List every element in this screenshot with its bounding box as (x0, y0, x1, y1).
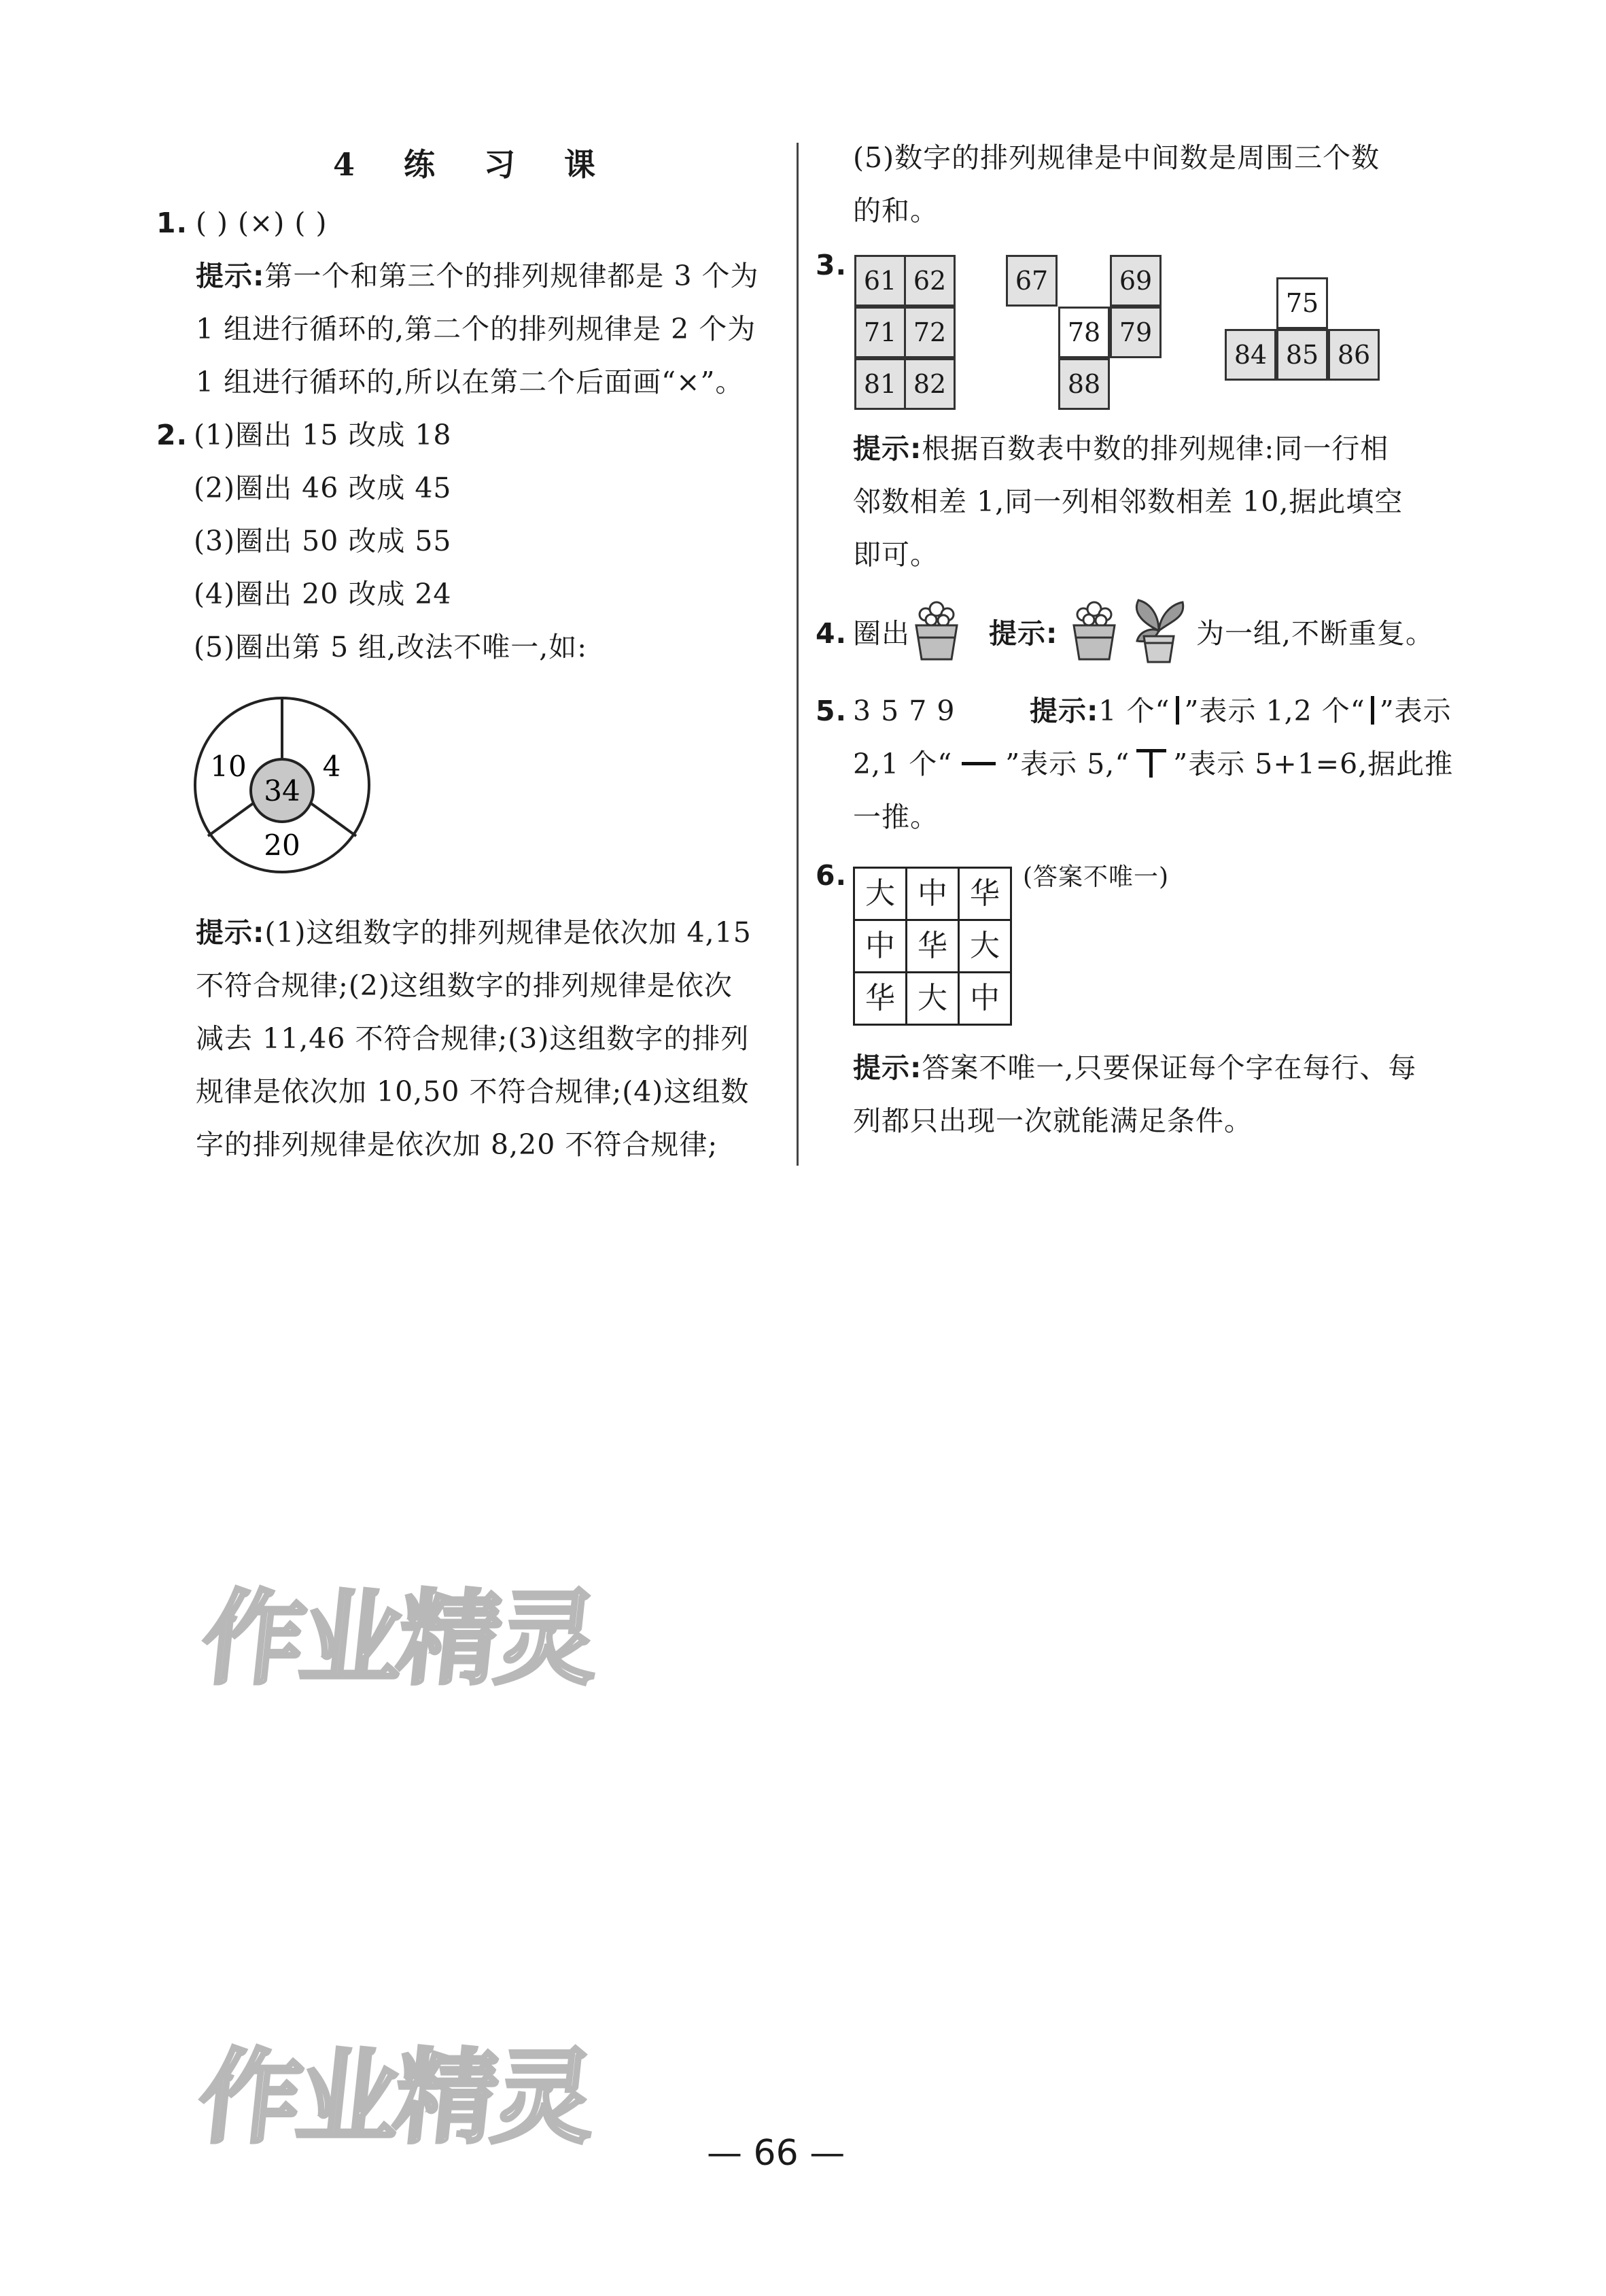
grid3-cell: 75 (1276, 277, 1328, 329)
circle-bottom-value: 20 (264, 829, 300, 862)
t-shape-symbol (1136, 749, 1166, 778)
page-number: — 66 — (707, 2133, 845, 2174)
q1-hint-line-3: 1 组进行循环的,所以在第二个后面画“×”。 (196, 366, 744, 398)
grid1-cell: 71 (854, 307, 906, 358)
q2-hint-line-4: 规律是依次加 10,50 不符合规律;(4)这组数 (196, 1075, 750, 1108)
q6-note: (答案不唯一) (1023, 863, 1170, 891)
section-title: 4 练 习 课 (333, 146, 615, 183)
vertical-bar-symbol (1176, 696, 1179, 725)
q5-hint-label: 提示: (1030, 695, 1099, 727)
q2-number: 2. (156, 419, 188, 451)
q6-grid-cell: 大 (958, 919, 1012, 973)
q1-hint-line-1: 提示:第一个和第三个的排列规律都是 3 个为 (196, 260, 759, 292)
q6-grid-cell: 大 (853, 867, 907, 921)
grid1-cell: 81 (854, 358, 906, 410)
q4-prefix: 圈出 (853, 617, 910, 650)
watermark-logo: 作业精灵 (193, 2039, 597, 2157)
q3-hint-label: 提示: (853, 432, 922, 465)
q6-grid-cell: 中 (853, 919, 907, 973)
potted-plant-icon (1125, 590, 1193, 665)
q2-continued-line-1: (5)数字的排列规律是中间数是周围三个数 (853, 141, 1380, 174)
q2-hint-line-5: 字的排列规律是依次加 8,20 不符合规律; (196, 1128, 718, 1161)
q3-hint-line-2: 邻数相差 1,同一列相邻数相差 10,据此填空 (853, 485, 1403, 518)
q6-grid-cell: 华 (958, 867, 1012, 921)
q6-number: 6. (816, 859, 848, 892)
q4-hint-label: 提示: (989, 617, 1058, 650)
grid3-cell: 85 (1276, 329, 1328, 381)
q5-hint-line-1: 提示:1 个“ ”表示 1,2 个“ ”表示 (1030, 695, 1452, 727)
q6-grid-cell: 中 (958, 971, 1012, 1026)
circle-left-value: 10 (210, 750, 247, 783)
q2-item-1: (1)圈出 15 改成 18 (194, 419, 452, 451)
q1-hint-label: 提示: (196, 260, 265, 292)
q4-number: 4. (816, 617, 848, 650)
q2-item-3: (3)圈出 50 改成 55 (194, 525, 452, 557)
q5-answer: 3 5 7 9 (853, 695, 956, 727)
circle-center-value: 34 (264, 774, 300, 807)
q2-item-2: (2)圈出 46 改成 45 (194, 472, 452, 504)
q2-hint-line-3: 减去 11,46 不符合规律;(3)这组数字的排列 (196, 1022, 750, 1055)
grid3-cell: 86 (1328, 329, 1380, 381)
grid1-cell: 82 (904, 358, 956, 410)
q6-grid-cell: 大 (905, 971, 960, 1026)
grid2-cell: 78 (1058, 307, 1110, 358)
q2-hint-line-1: 提示:(1)这组数字的排列规律是依次加 4,15 (196, 916, 752, 949)
grid2-cell: 69 (1110, 255, 1162, 307)
grid1-cell: 62 (904, 255, 956, 307)
horizontal-bar-symbol (962, 762, 996, 765)
q6-grid-cell: 华 (905, 919, 960, 973)
grid2-cell: 79 (1110, 307, 1162, 358)
q6-hint-line-1: 提示:答案不唯一,只要保证每个字在每行、每 (853, 1051, 1417, 1084)
q1-answer: ( ) (×) ( ) (196, 207, 328, 239)
q2-hint-label: 提示: (196, 916, 265, 949)
watermark-logo: 作业精灵 (196, 1580, 601, 1699)
q5-hint-line-3: 一推。 (853, 801, 939, 833)
flower-pot-icon (1067, 598, 1121, 663)
q5-number: 5. (816, 695, 848, 727)
q2-item-4: (4)圈出 20 改成 24 (194, 578, 452, 610)
q2-circle-diagram (190, 693, 374, 877)
q6-hint-line-2: 列都只出现一次就能满足条件。 (853, 1104, 1253, 1137)
grid2-cell: 88 (1058, 358, 1110, 410)
q2-hint-line-2: 不符合规律;(2)这组数字的排列规律是依次 (196, 969, 733, 1002)
grid2-cell: 67 (1006, 255, 1058, 307)
q6-grid-cell: 华 (853, 971, 907, 1026)
q6-hint-label: 提示: (853, 1051, 922, 1084)
flower-pot-icon (909, 598, 964, 663)
q5-hint-line-2: 2,1 个“ ”表示 5,“ ”表示 5+1=6,据此推 (853, 748, 1454, 780)
q3-hint-line-1: 提示:根据百数表中数的排列规律:同一行相 (853, 432, 1389, 465)
vertical-bar-symbol (1371, 696, 1374, 725)
q4-suffix: 为一组,不断重复。 (1196, 617, 1435, 650)
q6-grid-cell: 中 (905, 867, 960, 921)
circle-right-value: 4 (322, 750, 341, 783)
q2-item-5: (5)圈出第 5 组,改法不唯一,如: (194, 631, 588, 663)
grid1-cell: 72 (904, 307, 956, 358)
grid1-cell: 61 (854, 255, 906, 307)
q2-continued-line-2: 的和。 (853, 194, 939, 227)
q3-hint-line-3: 即可。 (853, 538, 939, 571)
q1-hint-line-2: 1 组进行循环的,第二个的排列规律是 2 个为 (196, 313, 756, 345)
q1-number: 1. (156, 207, 188, 239)
column-divider (797, 143, 799, 1166)
grid3-cell: 84 (1225, 329, 1276, 381)
q3-number: 3. (816, 249, 848, 281)
